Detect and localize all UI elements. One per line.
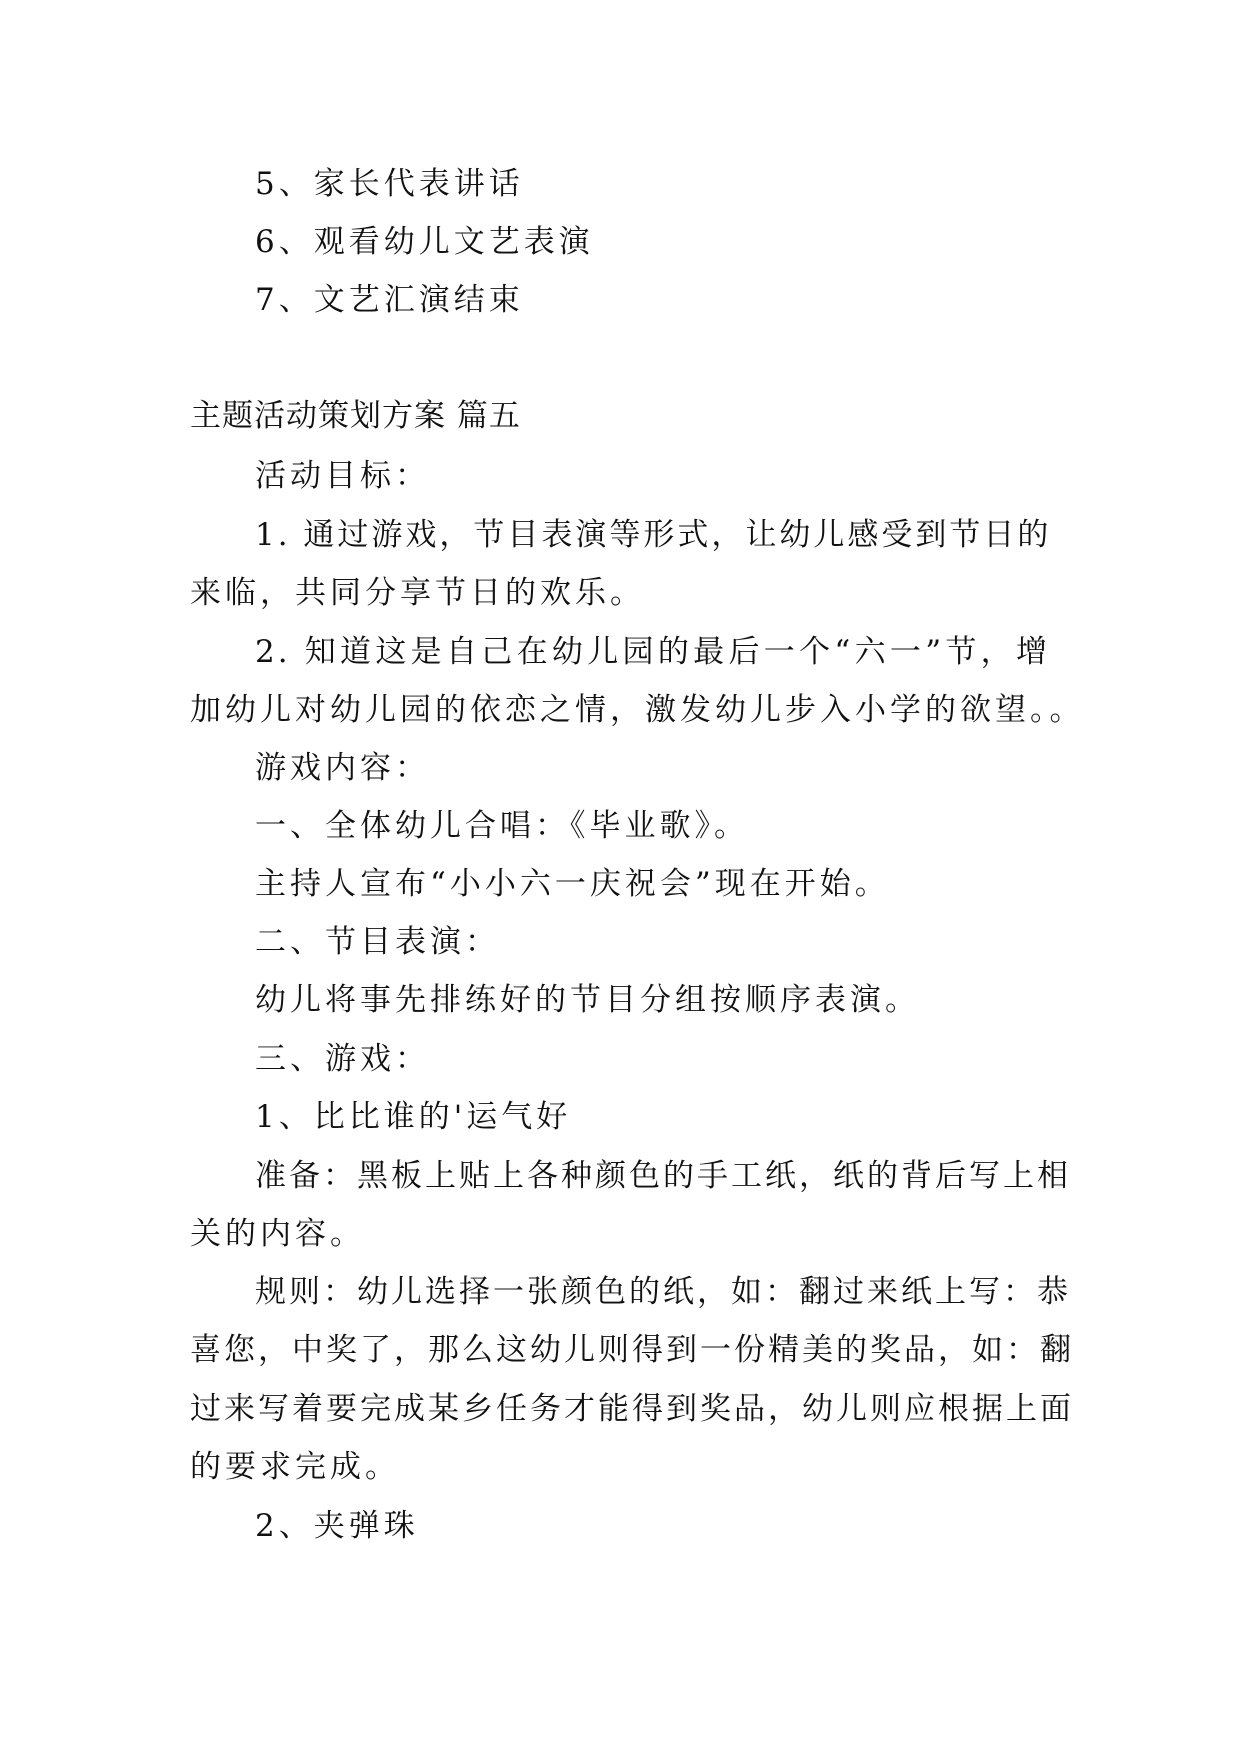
game-1-rules-line-2: 喜您，中奖了，那么这幼儿则得到一份精美的奖品，如：翻 (190, 1332, 1074, 1368)
game-1-title: 1、比比谁的'运气好 (255, 1099, 572, 1135)
goals-label: 活动目标： (255, 458, 430, 494)
goal-1-line-1: 1. 通过游戏，节目表演等形式，让幼儿感受到节日的 (255, 517, 1052, 553)
host-announce: 主持人宣布“小小六一庆祝会”现在开始。 (255, 866, 890, 902)
section-title: 主题活动策划方案 篇五 (190, 398, 521, 434)
game-2-title: 2、夹弹珠 (255, 1508, 419, 1544)
game-1-prep-line-2: 关的内容。 (190, 1216, 365, 1252)
part-2-desc: 幼儿将事先排练好的节目分组按顺序表演。 (255, 982, 920, 1018)
part-1: 一、全体幼儿合唱：《毕业歌》。 (255, 808, 749, 844)
program-item-7: 7、文艺汇演结束 (255, 282, 524, 318)
game-1-prep-line-1: 准备：黑板上贴上各种颜色的手工纸，纸的背后写上相 (255, 1158, 1071, 1194)
game-1-rules-line-3: 过来写着要完成某乡任务才能得到奖品，幼儿则应根据上面 (190, 1391, 1074, 1427)
part-3: 三、游戏： (255, 1041, 430, 1077)
game-1-rules-line-1: 规则：幼儿选择一张颜色的纸，如：翻过来纸上写：恭 (255, 1274, 1071, 1310)
program-item-5: 5、家长代表讲话 (255, 166, 524, 202)
goal-2-line-1: 2. 知道这是自己在幼儿园的最后一个“六一”节，增 (255, 634, 1050, 670)
part-2: 二、节目表演： (255, 924, 500, 960)
goal-1-line-2: 来临，共同分享节日的欢乐。 (190, 575, 645, 611)
game-1-rules-line-4: 的要求完成。 (190, 1449, 400, 1485)
content-label: 游戏内容： (255, 750, 430, 786)
program-item-6: 6、观看幼儿文艺表演 (255, 224, 594, 260)
goal-2-line-2: 加幼儿对幼儿园的依恋之情，激发幼儿步入小学的欲望。。 (190, 692, 1085, 728)
